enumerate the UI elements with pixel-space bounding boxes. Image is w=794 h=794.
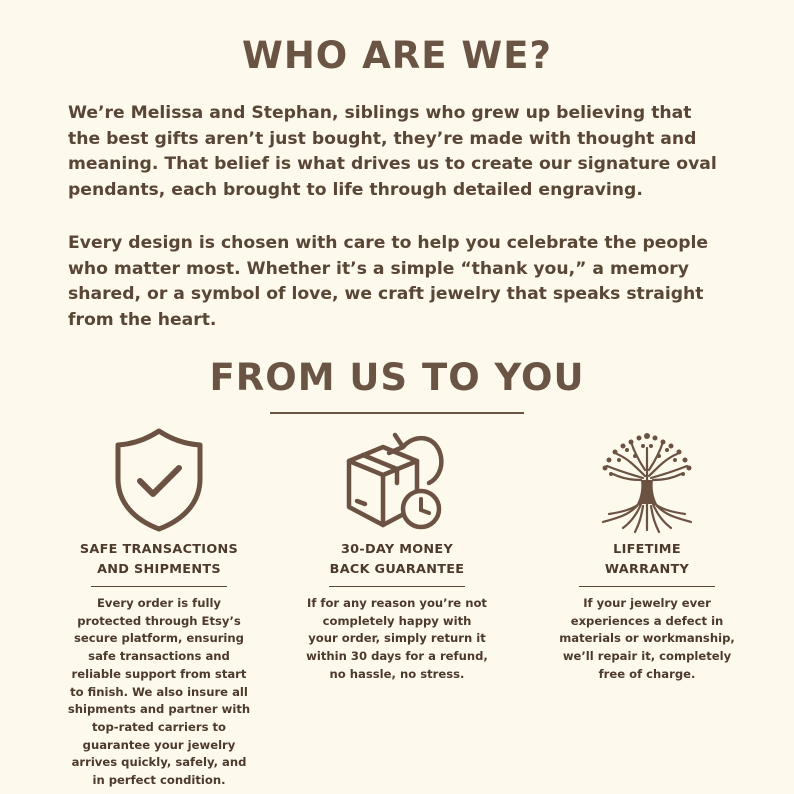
description-line: Every order is fully — [97, 596, 221, 610]
feature-title-line: BACK GUARANTEE — [329, 562, 465, 577]
description-line: no hassle, no stress. — [329, 666, 465, 681]
feature-title-line: SAFE TRANSACTIONS — [79, 542, 239, 557]
intro-paragraph-2: Every design is chosen with care to help you celebrate the people who matter most. Whether it’s a simple “thank you,” a memory shared, or a symbol of love, we craft jewelry that speaks straight from the heart. — [68, 233, 709, 330]
description-line: reliable support from start — [71, 666, 247, 681]
description-line: within 30 days for a refund, — [306, 649, 488, 664]
feature-divider — [579, 586, 715, 587]
feature-title-line: LIFETIME — [613, 542, 681, 557]
feature-lifetime-warranty — [542, 424, 752, 684]
box-return-clock-icon — [292, 424, 502, 536]
description-line: free of charge. — [598, 666, 696, 681]
feature-divider — [329, 586, 465, 587]
description-line: If for any reason you’re not — [307, 596, 487, 610]
intro-paragraph-1: We’re Melissa and Stephan, siblings who grew up believing that the best gifts aren’t just bought, they’re made with thought and meaning. That belief is what drives us to create our signature oval pendants, each brought to life through detailed engraving. — [68, 103, 717, 200]
feature-description — [54, 595, 264, 790]
description-line: to finish. We also insure all — [70, 684, 248, 699]
feature-description — [542, 595, 752, 684]
description-line: materials or workmanship, — [559, 631, 735, 646]
feature-title — [292, 540, 502, 580]
from-us-to-you-heading: FROM US TO YOU — [209, 356, 585, 399]
description-line: If your jewelry ever — [583, 596, 711, 610]
description-line: your order, simply return it — [308, 631, 486, 646]
feature-description — [292, 595, 502, 684]
description-line: in perfect condition. — [92, 773, 226, 788]
description-line: experiences a defect in — [570, 613, 724, 628]
description-line: top-rated carriers to — [91, 719, 227, 734]
description-line: completely happy with — [322, 613, 472, 628]
tree-of-life-icon — [542, 424, 752, 536]
feature-title-line: 30-DAY MONEY — [340, 542, 454, 557]
feature-divider — [91, 586, 227, 587]
description-line: arrives quickly, safely, and — [71, 755, 247, 770]
feature-title — [542, 540, 752, 580]
feature-title — [54, 540, 264, 580]
heading-divider — [270, 412, 524, 414]
who-are-we-heading: WHO ARE WE? — [242, 34, 552, 77]
feature-title-line: WARRANTY — [604, 562, 690, 577]
description-line: shipments and partner with — [67, 702, 251, 717]
description-line: protected through Etsy’s — [77, 613, 241, 628]
feature-title-line: AND SHIPMENTS — [97, 562, 221, 577]
description-line: secure platform, ensuring — [74, 631, 244, 646]
shield-check-icon — [54, 424, 264, 536]
description-line: we’ll repair it, completely — [562, 649, 732, 664]
description-line: guarantee your jewelry — [82, 737, 236, 752]
description-line: safe transactions and — [88, 649, 230, 664]
feature-money-back — [292, 424, 502, 684]
feature-safe-transactions — [54, 424, 264, 790]
